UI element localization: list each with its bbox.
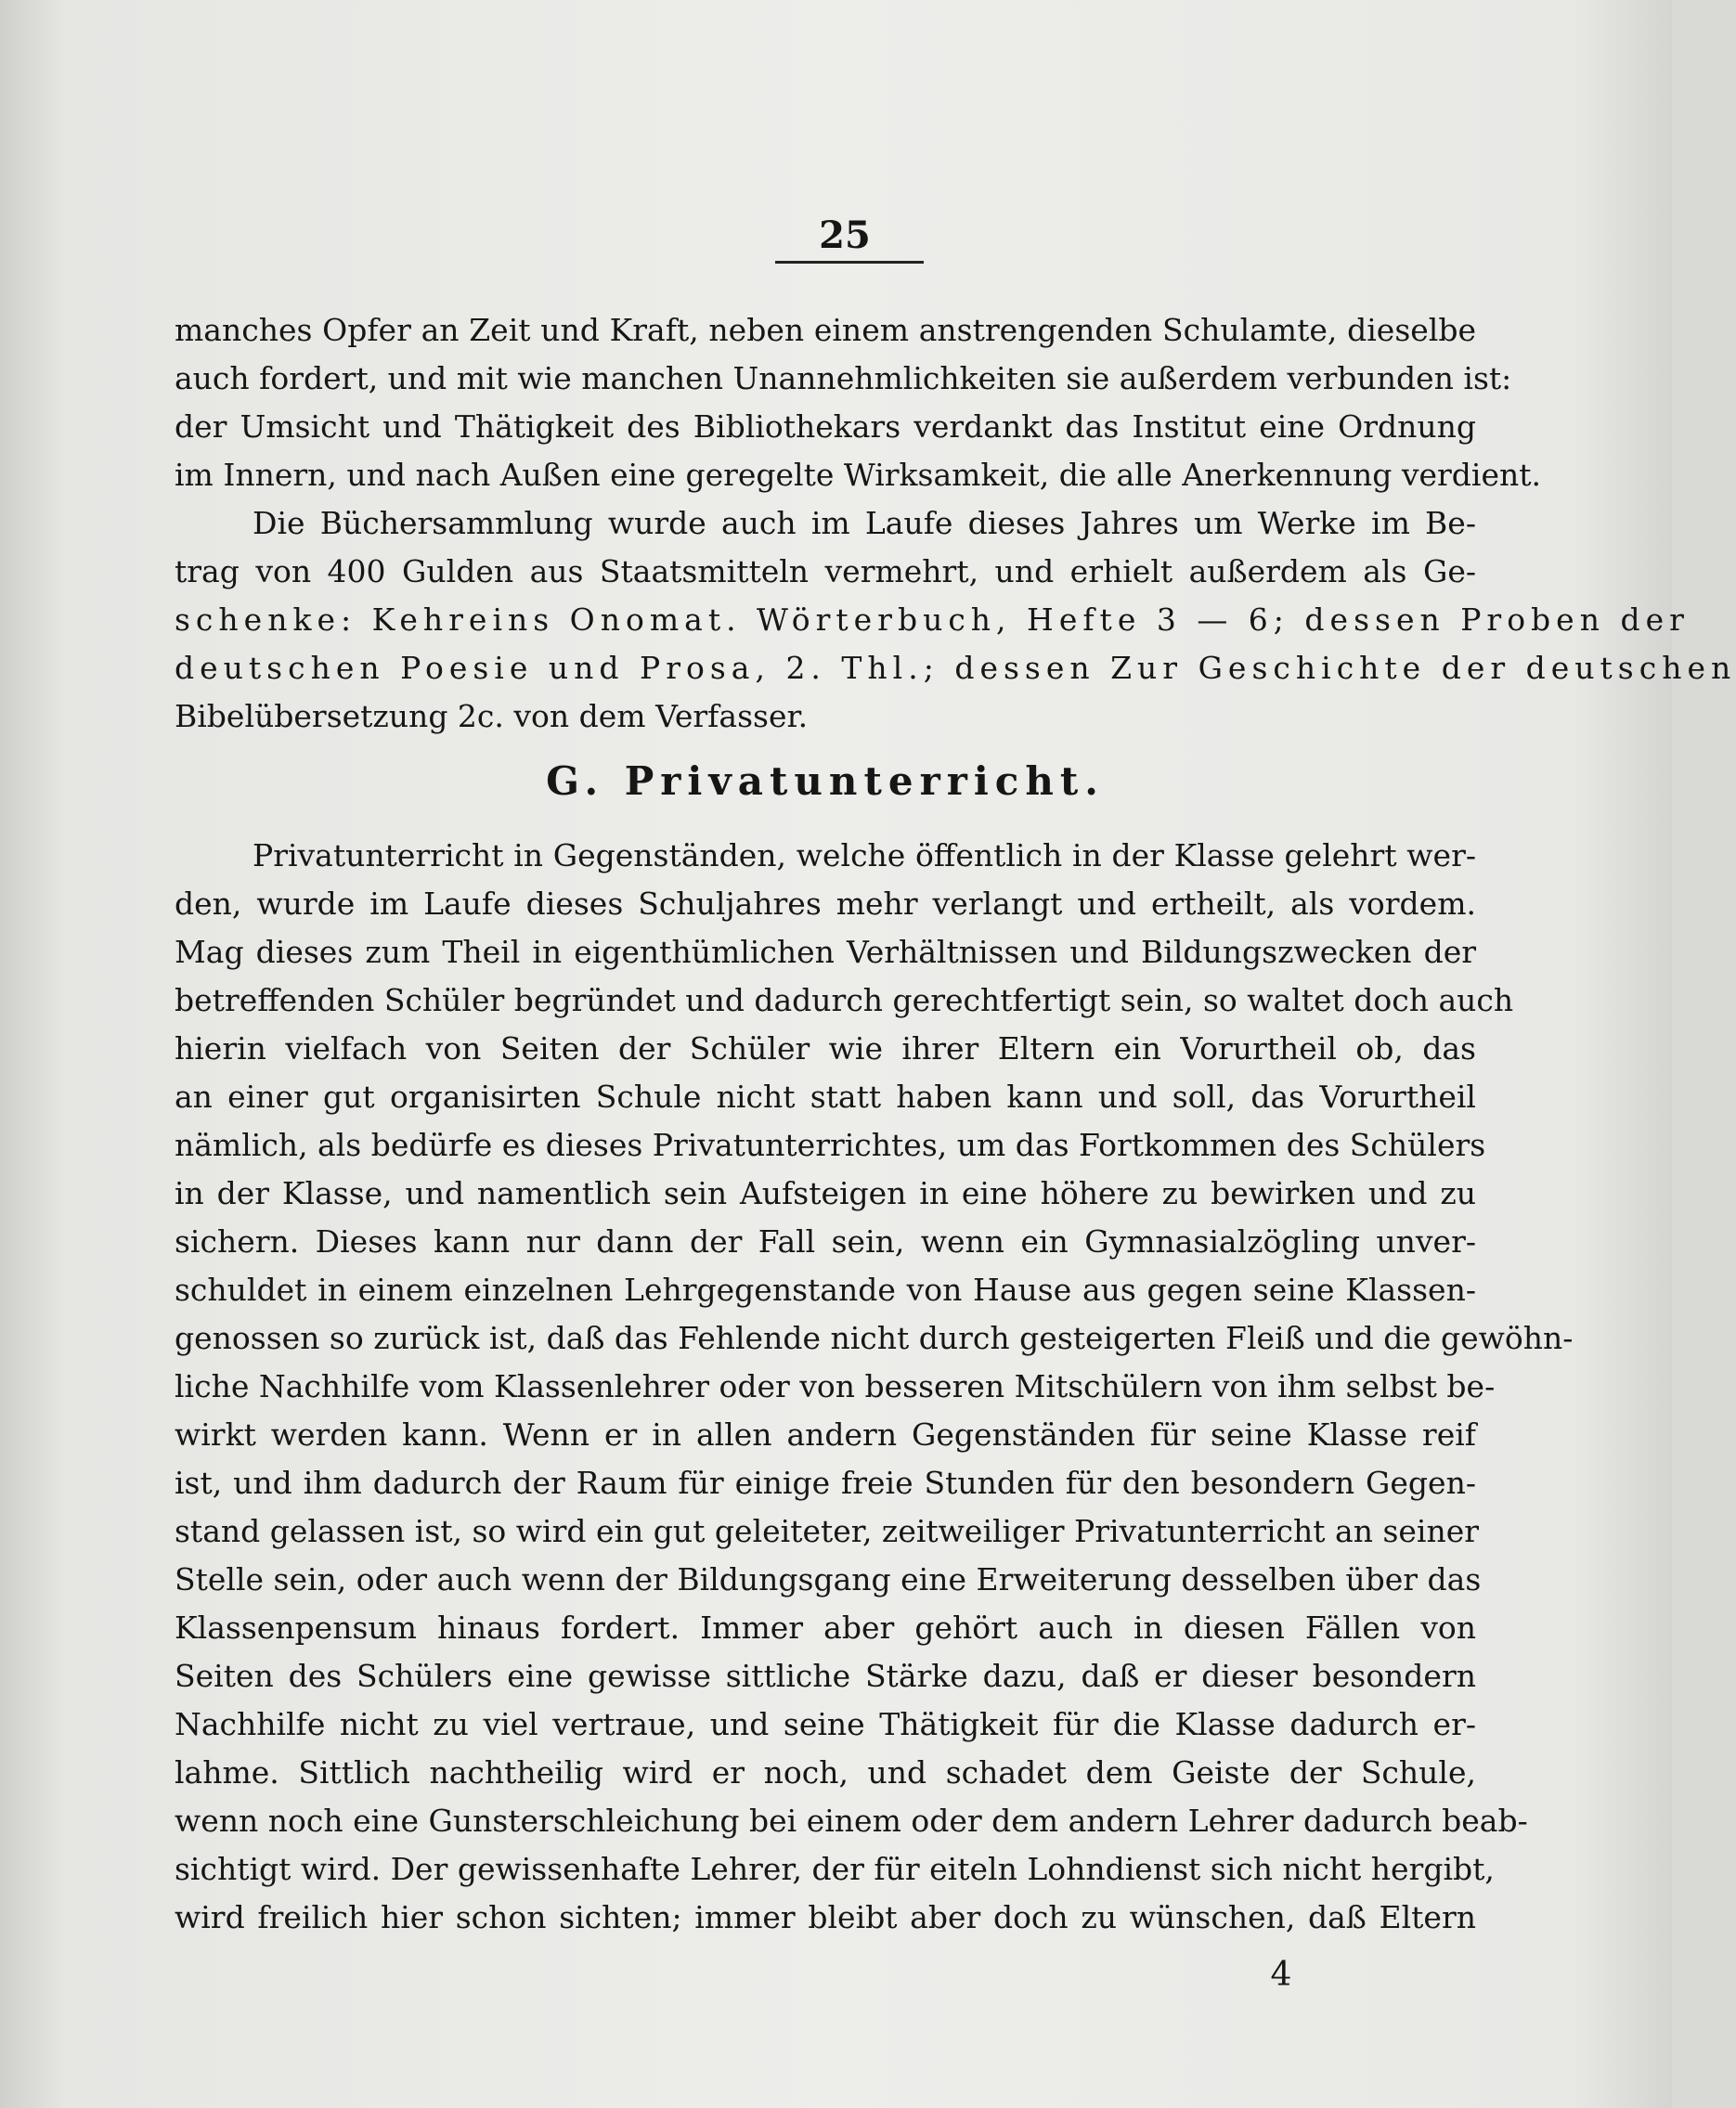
- text-line: Bibelübersetzung 2c. von dem Verfasser.: [175, 698, 809, 734]
- text-line: ist, und ihm dadurch der Raum für einige freie Stunden für den besondern Gegen-: [175, 1465, 1476, 1501]
- text-line: wird freilich hier schon sichten; immer bleibt aber doch zu wünschen, daß Eltern: [175, 1899, 1476, 1935]
- text-line: sichern. Dieses kann nur dann der Fall sein, wenn ein Gymnasialzögling unver-: [175, 1223, 1476, 1260]
- text-line: wirkt werden kann. Wenn er in allen andern Gegenständen für seine Klasse reif: [175, 1416, 1476, 1453]
- page-number: 25: [819, 213, 871, 257]
- text-line: Die Büchersammlung wurde auch im Laufe dieses Jahres um Werke im Be-: [253, 505, 1476, 541]
- text-line: deutschen Poesie und Prosa, 2. Thl.; dessen Zur Geschichte der deutschen: [175, 650, 1736, 686]
- text-line: lahme. Sittlich nachtheilig wird er noch, und schadet dem Geiste der Schule,: [175, 1754, 1476, 1791]
- text-line: Stelle sein, oder auch wenn der Bildungsgang eine Erweiterung desselben über das: [175, 1561, 1482, 1597]
- text-line: manches Opfer an Zeit und Kraft, neben einem anstrengenden Schulamte, dieselbe: [175, 312, 1476, 348]
- signature-mark: 4: [1270, 1956, 1292, 1994]
- text-line: schenke: Kehreins Onomat. Wörterbuch, Hefte 3 — 6; dessen Proben der: [175, 601, 1690, 638]
- text-line: trag von 400 Gulden aus Staatsmitteln vermehrt, und erhielt außerdem als Ge-: [175, 553, 1476, 589]
- text-line: an einer gut organisirten Schule nicht statt haben kann und soll, das Vorurtheil: [175, 1079, 1476, 1115]
- text-line: sichtigt wird. Der gewissenhafte Lehrer, der für eiteln Lohndienst sich nicht hergibt,: [175, 1851, 1495, 1887]
- text-line: Privatunterricht in Gegenständen, welche öffentlich in der Klasse gelehrt wer-: [253, 837, 1476, 873]
- text-line: hierin vielfach von Seiten der Schüler wie ihrer Eltern ein Vorurtheil ob, das: [175, 1030, 1476, 1067]
- text-line: Klassenpensum hinaus fordert. Immer aber gehört auch in diesen Fällen von: [175, 1610, 1476, 1646]
- text-line: auch fordert, und mit wie manchen Unannehmlichkeiten sie außerdem verbunden ist:: [175, 360, 1512, 396]
- paragraph-private-tuition: [175, 832, 1574, 1942]
- text-line: Seiten des Schülers eine gewisse sittliche Stärke dazu, daß er dieser besondern: [175, 1658, 1476, 1694]
- text-line: genossen so zurück ist, daß das Fehlende nicht durch gesteigerten Fleiß und die gewöhn-: [175, 1320, 1574, 1356]
- text-line: Mag dieses zum Theil in eigenthümlichen Verhältnissen und Bildungszwecken der: [175, 934, 1476, 970]
- header-rule: [775, 261, 924, 264]
- text-line: wenn noch eine Gunsterschleichung bei einem oder dem andern Lehrer dadurch beab-: [175, 1803, 1528, 1839]
- text-line: liche Nachhilfe vom Klassenlehrer oder von besseren Mitschülern von ihm selbst be-: [175, 1368, 1496, 1404]
- text-line: im Innern, und nach Außen eine geregelte Wirksamkeit, die alle Anerkennung verdient.: [175, 457, 1541, 493]
- text-line: betreffenden Schüler begründet und dadurch gerechtfertigt sein, so waltet doch auch: [175, 982, 1514, 1018]
- text-line: in der Klasse, und namentlich sein Aufsteigen in eine höhere zu bewirken und zu: [175, 1175, 1476, 1211]
- paragraph-library-order: [175, 306, 1541, 499]
- section-heading: G. Privatunterricht.: [546, 758, 1105, 804]
- text-line: den, wurde im Laufe dieses Schuljahres mehr verlangt und ertheilt, als vordem.: [175, 886, 1476, 922]
- text-line: nämlich, als bedürfe es dieses Privatunterrichtes, um das Fortkommen des Schülers: [175, 1127, 1486, 1163]
- paragraph-book-collection: [175, 499, 1736, 741]
- text-line: der Umsicht und Thätigkeit des Bibliothekars verdankt das Institut eine Ordnung: [175, 408, 1476, 445]
- text-line: Nachhilfe nicht zu viel vertraue, und seine Thätigkeit für die Klasse dadurch er-: [175, 1706, 1476, 1742]
- text-line: stand gelassen ist, so wird ein gut geleiteter, zeitweiliger Privatunterricht an seiner: [175, 1513, 1480, 1549]
- text-line: schuldet in einem einzelnen Lehrgegenstande von Hause aus gegen seine Klassen-: [175, 1272, 1476, 1308]
